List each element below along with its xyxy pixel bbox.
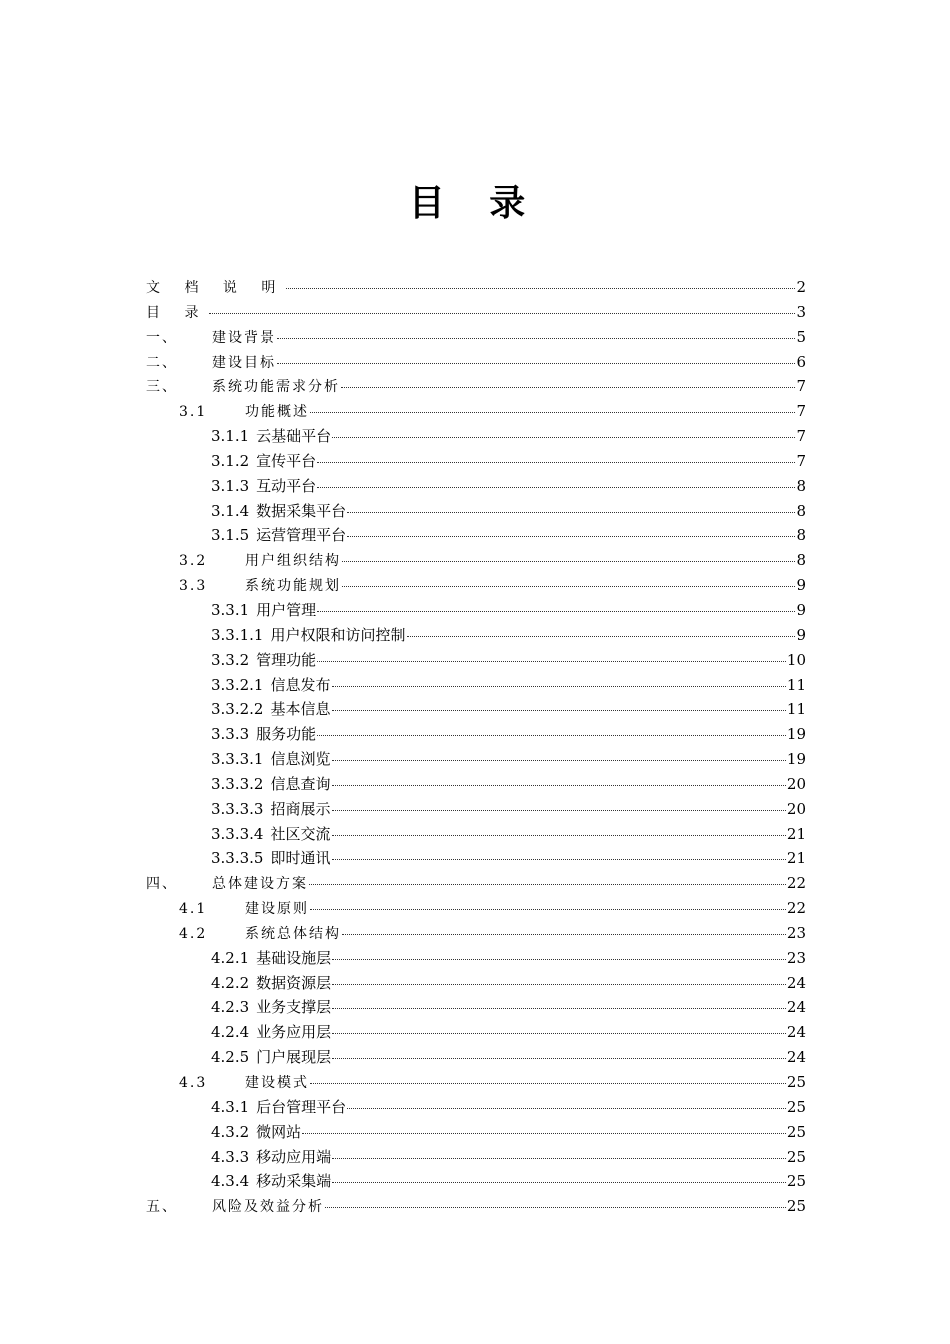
toc-entry[interactable] — [146, 350, 806, 375]
toc-entry-title: 云基础平台 — [256, 427, 332, 446]
toc-entry-number: 3.1.3 — [211, 476, 250, 495]
toc-entry-title: 移动应用端 — [256, 1147, 332, 1166]
toc-entry-title: 宣传平台 — [256, 451, 317, 470]
toc-entry-title: 建设原则 — [245, 901, 309, 918]
toc-entry-title: 系统功能需求分析 — [212, 379, 340, 396]
toc-entry-page-number: 5 — [796, 327, 806, 346]
toc-entry-number: 五、 — [146, 1199, 178, 1216]
toc-entry-number: 二、 — [146, 354, 178, 371]
toc-entry[interactable] — [146, 648, 806, 673]
toc-entry-page-number: 19 — [786, 750, 806, 769]
toc-entry-title: 社区交流 — [270, 824, 331, 843]
toc-entry-title: 功能概述 — [245, 404, 309, 421]
toc-entry-number: 4.3 — [179, 1075, 208, 1091]
toc-entry-number: 4.2.5 — [211, 1048, 250, 1067]
toc-entry-page-number: 25 — [786, 1172, 806, 1191]
toc-entry[interactable] — [146, 523, 806, 548]
toc-entry-number: 3.3.1 — [211, 600, 250, 619]
toc-entry-title: 服务功能 — [256, 725, 317, 744]
toc-entry-page-number: 25 — [786, 1197, 806, 1216]
dot-leader — [342, 561, 795, 562]
toc-entry[interactable] — [146, 548, 806, 573]
toc-entry[interactable] — [146, 722, 806, 747]
toc-entry-page-number: 19 — [786, 725, 806, 744]
toc-entry-page-number: 24 — [786, 1023, 806, 1042]
toc-entry-page-number: 9 — [796, 625, 806, 644]
dot-leader — [332, 1182, 786, 1183]
toc-entry-title: 信息浏览 — [270, 750, 331, 769]
toc-entry-number: 3.3.3.1 — [211, 750, 264, 769]
toc-entry[interactable] — [146, 1194, 806, 1219]
toc-entry-number: 3.3.2 — [211, 650, 250, 669]
toc-entry-page-number: 23 — [786, 948, 806, 967]
toc-entry-page-number: 23 — [786, 923, 806, 942]
toc-entry-number: 4.3.1 — [211, 1097, 250, 1116]
dot-leader — [332, 710, 786, 711]
toc-entry-page-number: 21 — [786, 824, 806, 843]
toc-entry[interactable] — [146, 772, 806, 797]
toc-entry[interactable] — [146, 399, 806, 424]
toc-entry-title: 文 档 说 明 — [146, 280, 286, 296]
toc-entry-page-number: 22 — [786, 899, 806, 918]
toc-entry-page-number: 8 — [796, 551, 806, 570]
toc-entry-page-number: 10 — [786, 650, 806, 669]
dot-leader — [347, 1108, 786, 1109]
toc-entry-number: 3.3.3 — [211, 725, 250, 744]
toc-entry-title: 数据资源层 — [256, 973, 332, 992]
toc-entry[interactable] — [146, 797, 806, 822]
toc-entry-number: 4.3.4 — [211, 1172, 250, 1191]
dot-leader — [310, 909, 786, 910]
dot-leader — [332, 984, 786, 985]
toc-entry[interactable] — [146, 697, 806, 722]
dot-leader — [317, 611, 795, 612]
toc-entry[interactable] — [146, 1020, 806, 1045]
dot-leader — [286, 288, 795, 289]
toc-entry-title: 用户组织结构 — [245, 553, 341, 570]
toc-entry-number: 3.3.3.2 — [211, 774, 264, 793]
page-title: 目 录 — [408, 182, 542, 224]
toc-entry-page-number: 25 — [786, 1097, 806, 1116]
toc-entry-number: 3.2 — [179, 553, 208, 570]
toc-entry-number: 一、 — [146, 329, 178, 346]
toc-entry-title: 基础设施层 — [256, 948, 332, 967]
dot-leader — [209, 313, 795, 314]
toc-entry[interactable] — [146, 1169, 806, 1194]
toc-entry-number: 3.3.2.1 — [211, 675, 264, 694]
dot-leader — [310, 1083, 786, 1084]
toc-entry[interactable] — [146, 871, 806, 896]
dot-leader — [332, 835, 786, 836]
dot-leader — [332, 785, 786, 786]
dot-leader — [342, 934, 786, 935]
toc-entry-page-number: 8 — [796, 501, 806, 520]
toc-entry-title: 目 录 — [146, 304, 209, 321]
dot-leader — [332, 1158, 786, 1159]
toc-entry-page-number: 7 — [796, 427, 806, 446]
toc-entry-number: 3.1.2 — [211, 451, 250, 470]
toc-entry-number: 3.3 — [179, 578, 208, 595]
toc-entry-number: 3.1.4 — [211, 501, 250, 520]
toc-entry-title: 互动平台 — [256, 476, 317, 495]
toc-entry-page-number: 20 — [786, 774, 806, 793]
toc-entry-page-number: 6 — [796, 352, 806, 371]
toc-entry-number: 4.2.3 — [211, 998, 250, 1017]
toc-entry-title: 管理功能 — [256, 650, 317, 669]
toc-entry-page-number: 25 — [786, 1122, 806, 1141]
toc-entry-title: 招商展示 — [270, 799, 331, 818]
toc-entry[interactable] — [146, 822, 806, 847]
toc-entry[interactable] — [146, 573, 806, 598]
toc-entry-page-number: 24 — [786, 1048, 806, 1067]
toc-entry[interactable] — [146, 1145, 806, 1170]
toc-entry-page-number: 25 — [786, 1073, 806, 1091]
dot-leader — [317, 661, 786, 662]
toc-entry-title: 风险及效益分析 — [212, 1199, 324, 1216]
dot-leader — [407, 636, 796, 637]
toc-entry-title: 运营管理平台 — [256, 526, 347, 545]
dot-leader — [332, 1058, 786, 1059]
toc-entry-title: 微网站 — [256, 1122, 302, 1141]
toc-entry-title: 建设背景 — [212, 329, 276, 346]
toc-entry-page-number: 21 — [786, 849, 806, 868]
toc-entry-title: 建设模式 — [245, 1075, 309, 1091]
dot-leader — [309, 884, 786, 885]
toc-entry-title: 系统功能规划 — [245, 578, 341, 595]
toc-entry-title: 数据采集平台 — [256, 501, 347, 520]
toc-entry-title: 信息发布 — [270, 675, 331, 694]
toc-entry-title: 用户管理 — [256, 600, 317, 619]
dot-leader — [341, 387, 795, 388]
toc-entry-title: 业务支撑层 — [256, 998, 332, 1017]
toc-entry-page-number: 8 — [796, 526, 806, 545]
toc-entry-page-number: 22 — [786, 874, 806, 893]
toc-entry-number: 4.2.2 — [211, 973, 250, 992]
toc-entry[interactable] — [146, 921, 806, 946]
toc-entry-number: 3.3.3.5 — [211, 849, 264, 868]
toc-entry-number: 4.1 — [179, 901, 208, 918]
toc-entry-page-number: 3 — [796, 302, 806, 321]
toc-entry[interactable] — [146, 747, 806, 772]
toc-entry-title: 用户权限和访问控制 — [270, 625, 406, 644]
toc-entry-page-number: 7 — [796, 451, 806, 470]
toc-entry-page-number: 11 — [786, 675, 806, 694]
dot-leader — [342, 586, 795, 587]
toc-entry-page-number: 20 — [786, 799, 806, 818]
toc-entry[interactable] — [146, 1120, 806, 1145]
toc-entry[interactable] — [146, 846, 806, 871]
dot-leader — [317, 735, 786, 736]
toc-entry[interactable] — [146, 499, 806, 524]
toc-entry-page-number: 11 — [786, 700, 806, 719]
toc-entry[interactable] — [146, 1070, 806, 1095]
toc-entry-number: 3.3.1.1 — [211, 625, 264, 644]
dot-leader — [317, 462, 795, 463]
toc-entry-number: 4.2 — [179, 925, 208, 942]
dot-leader — [317, 487, 795, 488]
toc-entry-title: 总体建设方案 — [212, 876, 308, 893]
dot-leader — [277, 363, 795, 364]
dot-leader — [332, 437, 795, 438]
toc-entry[interactable] — [146, 995, 806, 1020]
toc-entry-page-number: 8 — [796, 476, 806, 495]
toc-entry[interactable] — [146, 946, 806, 971]
dot-leader — [332, 859, 786, 860]
toc-entry-title: 建设目标 — [212, 354, 276, 371]
toc-entry-page-number: 9 — [796, 576, 806, 595]
toc-entry-number: 4.2.4 — [211, 1023, 250, 1042]
toc-entry[interactable] — [146, 449, 806, 474]
toc-entry-title: 即时通讯 — [270, 849, 331, 868]
toc-entry-page-number: 2 — [796, 278, 806, 296]
toc-entry-title: 门户展现层 — [256, 1048, 332, 1067]
dot-leader — [310, 412, 795, 413]
toc-entry-number: 四、 — [146, 876, 178, 893]
toc-entry[interactable] — [146, 673, 806, 698]
toc-entry-number: 4.2.1 — [211, 948, 250, 967]
toc-entry-number: 3.1.1 — [211, 427, 250, 446]
toc-entry[interactable] — [146, 325, 806, 350]
toc-entry[interactable] — [146, 374, 806, 399]
dot-leader — [325, 1207, 786, 1208]
dot-leader — [347, 512, 795, 513]
dot-leader — [332, 686, 786, 687]
toc-entry-number: 3.3.3.4 — [211, 824, 264, 843]
toc-entry-title: 基本信息 — [270, 700, 331, 719]
toc-entry-title: 业务应用层 — [256, 1023, 332, 1042]
dot-leader — [332, 1033, 786, 1034]
dot-leader — [332, 760, 786, 761]
dot-leader — [347, 536, 795, 537]
toc-entry[interactable] — [146, 1045, 806, 1070]
toc-entry-number: 4.3.2 — [211, 1122, 250, 1141]
toc-entry-title: 移动采集端 — [256, 1172, 332, 1191]
toc-entry-number: 三、 — [146, 379, 178, 396]
toc-entry-page-number: 9 — [796, 600, 806, 619]
toc-entry-number: 3.3.2.2 — [211, 700, 264, 719]
dot-leader — [332, 810, 786, 811]
dot-leader — [332, 959, 786, 960]
dot-leader — [302, 1133, 786, 1134]
toc-entry-number: 3.3.3.3 — [211, 799, 264, 818]
toc-entry-number: 4.3.3 — [211, 1147, 250, 1166]
toc-entry-number: 3.1 — [179, 404, 208, 421]
toc-entry[interactable] — [146, 971, 806, 996]
toc-entry-page-number: 7 — [796, 377, 806, 396]
toc-entry[interactable] — [146, 896, 806, 921]
toc-entry[interactable] — [146, 424, 806, 449]
toc-entry[interactable] — [146, 598, 806, 623]
toc-entry-page-number: 24 — [786, 973, 806, 992]
dot-leader — [332, 1008, 786, 1009]
toc-entry-title: 后台管理平台 — [256, 1097, 347, 1116]
table-of-contents — [146, 275, 806, 1219]
toc-entry[interactable] — [146, 623, 806, 648]
toc-entry[interactable] — [146, 474, 806, 499]
toc-entry-number: 3.1.5 — [211, 526, 250, 545]
toc-entry-page-number: 25 — [786, 1147, 806, 1166]
toc-entry-page-number: 7 — [796, 402, 806, 421]
dot-leader — [277, 338, 795, 339]
toc-entry[interactable] — [146, 275, 806, 300]
toc-entry-title: 信息查询 — [270, 774, 331, 793]
toc-entry[interactable] — [146, 300, 806, 325]
toc-entry-page-number: 24 — [786, 998, 806, 1017]
toc-entry[interactable] — [146, 1095, 806, 1120]
toc-entry-title: 系统总体结构 — [245, 925, 341, 942]
